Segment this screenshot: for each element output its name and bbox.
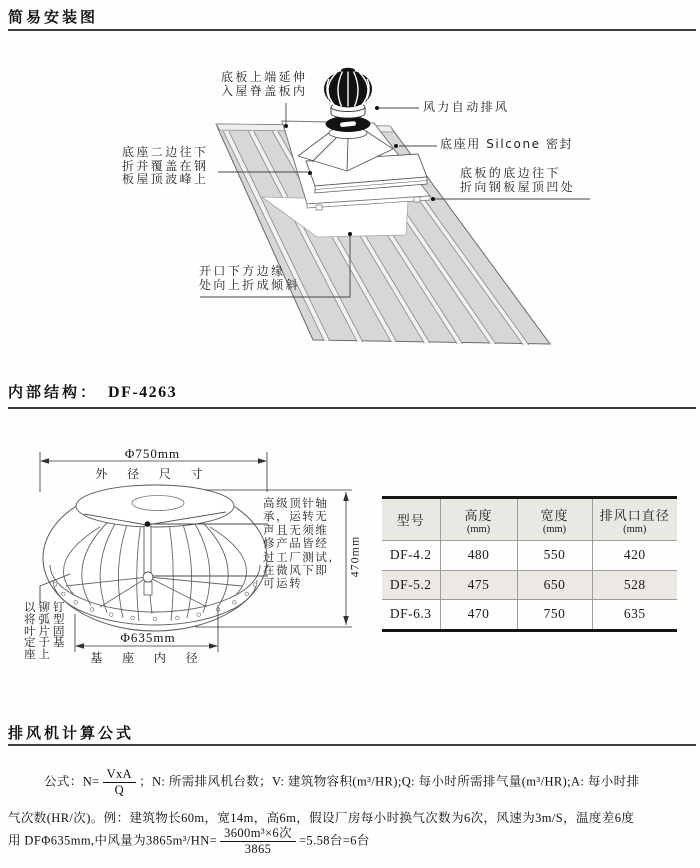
bearing-note <box>263 497 334 591</box>
turbine-wireframe <box>43 485 267 631</box>
formula-section-title: 排风机计算公式 <box>8 724 135 742</box>
cell-outlet: 420 <box>592 541 677 571</box>
formula-prefix: 用 DFΦ635mm,中风量为3865m³/HN= <box>8 833 218 848</box>
formula-line-1 <box>8 767 700 798</box>
label-line: 风力自动排风 <box>423 100 510 114</box>
note-line: 过工厂测试, <box>263 549 334 564</box>
label-line: 底座二边往下 <box>122 145 209 159</box>
turbine-head-icon <box>322 68 373 108</box>
height-dimension-value: 470mm <box>347 535 362 578</box>
label-plate-top <box>221 71 307 98</box>
section-divider-2 <box>8 407 696 409</box>
label-opening-fold <box>199 265 300 292</box>
fraction <box>103 767 137 798</box>
rivet-note <box>24 602 68 661</box>
internal-title-label: 内部结构： <box>8 383 99 401</box>
label-silicone-seal <box>440 138 573 152</box>
label-line: 入屋脊盖板内 <box>221 83 308 98</box>
note-line: 定于基 <box>24 635 68 650</box>
label-line: 底座用 Silcone 密封 <box>440 137 574 151</box>
note-line: 以铆钉 <box>24 600 68 614</box>
label-line: 开口下方边缘 <box>199 264 286 278</box>
cell-height: 480 <box>440 541 517 571</box>
cell-model: DF-5.2 <box>382 570 440 600</box>
cell-outlet: 528 <box>592 570 677 600</box>
note-line: 声且无须维 <box>263 522 329 537</box>
label-line: 底板的底边往下 <box>460 166 561 180</box>
note-line: 在微风下即 <box>263 563 329 578</box>
section-divider-1 <box>8 29 696 31</box>
model-number: DF-4263 <box>108 384 178 401</box>
table-row <box>382 600 677 631</box>
section-divider-3 <box>8 744 696 746</box>
col-header-outlet-diameter: 排风口直径 (mm) <box>592 498 677 541</box>
formula-suffix: =5.58台=6台 <box>298 833 370 848</box>
col-header-width: 宽度 (mm) <box>517 498 592 541</box>
inner-diameter-caption: 基 座 内 径 <box>90 651 206 665</box>
label-line: 板屋顶波峰上 <box>122 172 209 186</box>
cell-height: 470 <box>440 600 517 631</box>
col-header-height: 高度 (mm) <box>440 498 517 541</box>
cell-model: DF-4.2 <box>382 541 440 571</box>
outer-diameter-value: Φ750mm <box>124 446 181 461</box>
fraction <box>220 826 296 857</box>
note-line: 高级顶针轴 <box>263 496 329 510</box>
note-line: 座上 <box>24 647 53 662</box>
internal-section-title <box>8 381 177 402</box>
spec-table <box>382 496 677 632</box>
formula-rest: ；N: 所需排风机台数；V: 建筑物容积(m³/HR);Q: 每小时所需排气量(m³/HR);A: 每小时排 <box>139 774 640 789</box>
formula-prefix: 公式：N= <box>44 774 100 789</box>
label-plate-bottom-edge <box>460 167 575 194</box>
fraction-denominator: 3865 <box>244 842 272 856</box>
note-line: 叶片固 <box>24 623 68 638</box>
bearing-dot <box>145 521 151 527</box>
cell-model: DF-6.3 <box>389 606 432 622</box>
label-wind-auto <box>423 101 509 115</box>
cell-width: 750 <box>517 600 592 631</box>
fraction-denominator: Q <box>114 783 125 797</box>
label-line: 处向上折成倾斜 <box>199 277 300 292</box>
cell-height: 475 <box>440 570 517 600</box>
formula-line-2: 气次数(HR/次)。例：建筑物长60m，宽14m，高6m，假设厂房每小时换气次数为6次，风速为3m/S，温度差6度 <box>8 811 635 825</box>
note-line: 修产品皆经 <box>263 536 329 551</box>
table-row <box>382 541 677 571</box>
cell-width: 550 <box>517 541 592 571</box>
note-line: 将弧型 <box>24 611 68 626</box>
install-section-title: 简易安装图 <box>8 8 99 26</box>
fraction-numerator: VxA <box>103 767 137 783</box>
label-base-sides <box>122 146 208 187</box>
label-line: 底板上端延伸 <box>221 70 308 84</box>
cell-width: 650 <box>517 570 592 600</box>
label-line: 折向钢板屋顶凹处 <box>460 179 576 194</box>
note-line: 承，运转无 <box>263 509 329 524</box>
note-line: 可运转 <box>263 576 303 591</box>
label-line: 折并覆盖在钢 <box>122 158 209 173</box>
spec-table-header-row <box>382 498 677 541</box>
inner-diameter-value: Φ635mm <box>120 630 176 645</box>
col-header-model: 型号 <box>382 498 440 541</box>
fraction-numerator: 3600m³×6次 <box>220 826 296 842</box>
formula-line-3 <box>8 826 696 857</box>
cell-outlet: 635 <box>592 600 677 631</box>
table-row <box>382 570 677 600</box>
outer-diameter-caption: 外 径 尺 寸 <box>95 467 211 481</box>
